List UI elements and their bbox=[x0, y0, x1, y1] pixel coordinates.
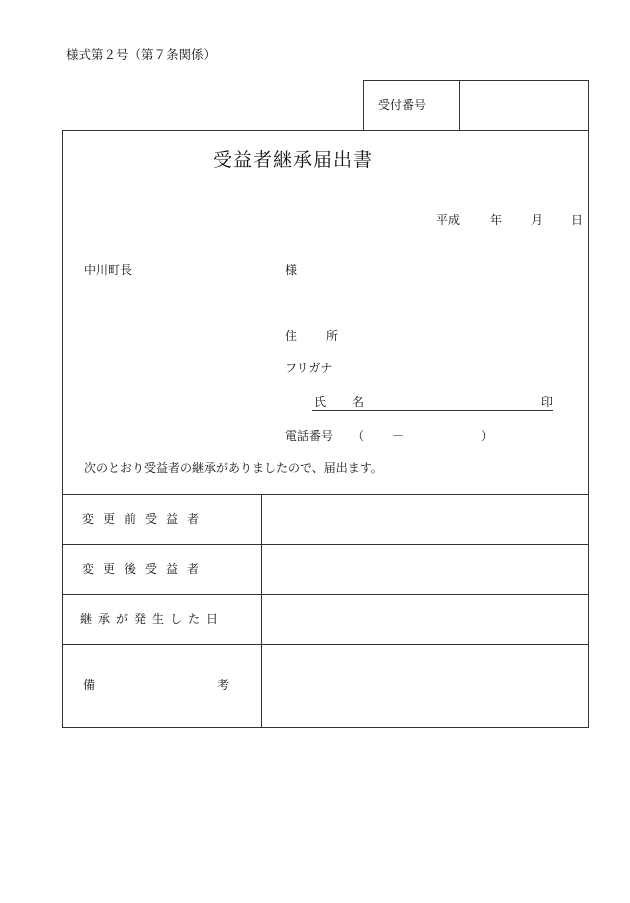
phone-dash: － bbox=[392, 429, 405, 443]
date-year-label: 年 bbox=[490, 213, 503, 227]
date-era: 平成 bbox=[436, 213, 461, 227]
statement-text: 次のとおり受益者の継承がありましたので、届出ます。 bbox=[84, 461, 383, 475]
previous-beneficiary-field[interactable] bbox=[264, 497, 586, 542]
furigana-label: フリガナ bbox=[285, 361, 333, 375]
phone-close-paren: ） bbox=[481, 429, 494, 443]
reception-number-field[interactable] bbox=[462, 83, 586, 128]
address-label-2: 所 bbox=[326, 329, 339, 343]
addressee-name: 中川町長 bbox=[84, 263, 133, 277]
succession-date-field[interactable] bbox=[264, 597, 586, 642]
table-row-label-succession-date: 継承が発生した日 bbox=[80, 612, 225, 626]
table-row-divider-3 bbox=[62, 644, 589, 645]
new-beneficiary-field[interactable] bbox=[264, 547, 586, 592]
table-row-divider-2 bbox=[62, 594, 589, 595]
reception-label: 受付番号 bbox=[378, 98, 427, 112]
table-row-label-remarks-2: 考 bbox=[217, 678, 230, 692]
date-day-label: 日 bbox=[571, 213, 584, 227]
name-label-2: 名 bbox=[352, 395, 365, 409]
name-underline bbox=[312, 410, 553, 411]
form-title: 受益者継承届出書 bbox=[213, 149, 374, 171]
form-number: 様式第２号（第７条関係） bbox=[66, 47, 217, 62]
name-label-1: 氏 bbox=[314, 395, 327, 409]
remarks-field[interactable] bbox=[264, 647, 586, 725]
reception-divider bbox=[459, 80, 460, 131]
table-row-label-previous-beneficiary: 変更前受益者 bbox=[82, 512, 209, 526]
phone-label: 電話番号 bbox=[285, 429, 334, 443]
address-label-1: 住 bbox=[285, 329, 298, 343]
table-row-divider-1 bbox=[62, 544, 589, 545]
date-month-label: 月 bbox=[531, 213, 544, 227]
phone-open-paren: （ bbox=[352, 429, 365, 443]
addressee-honorific: 様 bbox=[285, 263, 298, 277]
table-column-divider bbox=[261, 494, 262, 728]
table-row-label-remarks-1: 備 bbox=[83, 678, 96, 692]
seal-label: 印 bbox=[541, 395, 554, 409]
table-top-line bbox=[62, 494, 589, 495]
table-row-label-new-beneficiary: 変更後受益者 bbox=[82, 562, 209, 576]
